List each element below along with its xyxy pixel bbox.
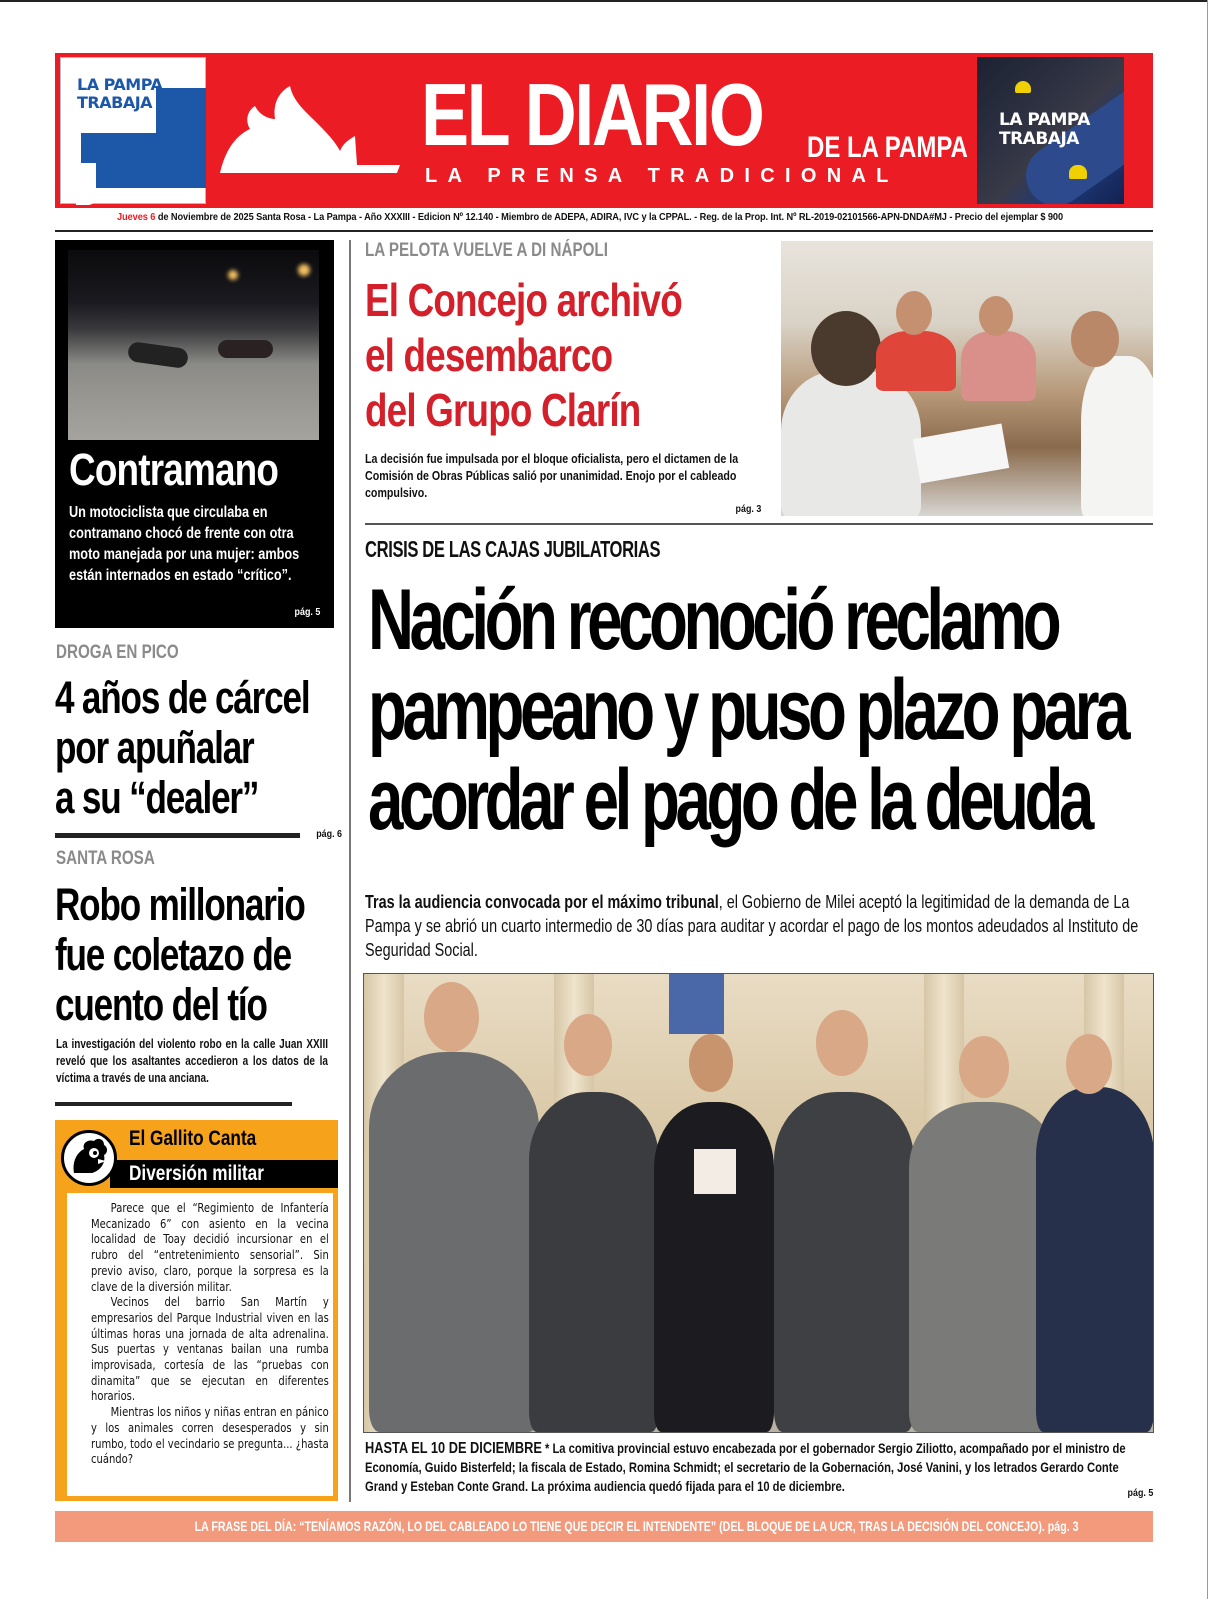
person-shape <box>961 331 1036 401</box>
dateline-day: Jueves 6 <box>117 211 156 223</box>
head-shape <box>1066 1034 1112 1094</box>
main-headline[interactable] <box>368 572 1127 848</box>
head-shape <box>896 291 932 335</box>
paragraph: Parece que el “Regimiento de Infantería Mecanizado 6” con asiento en la vecina localidad de Toay decidió incursionar en el rubro del “entretenimiento sensorial”. Sin previo aviso, claro, porque la sorpresa es la clave de la diversión militar. <box>91 1201 329 1294</box>
logo-text <box>77 76 162 112</box>
main-kicker: CRISIS DE LAS CAJAS JUBILATORIAS <box>365 536 661 562</box>
robo-summary: La investigación del violento robo en la calle Juan XXIII reveló que los asaltantes accedieron a los datos de la víctima a través de una anciana. <box>56 1037 328 1085</box>
head-shape <box>1071 311 1119 367</box>
lead-text: , el Gobierno de Milei aceptó la legitimidad de la demanda de La Pampa y se abrió un cuarto intermedio de 30 días para auditar y acordar el pago de los montos adeudados al Instituto de Seguridad Social. <box>365 892 1139 960</box>
gallito-section-name: El Gallito Canta <box>129 1127 257 1150</box>
concejo-kicker: LA PELOTA VUELVE A DI NÁPOLI <box>365 240 608 261</box>
tagline: LA PRENSA TRADICIONAL <box>425 165 899 187</box>
logo-tab-shape <box>76 163 96 205</box>
paragraph: Vecinos del barrio San Martín y empresarios del Parque Industrial viven en las últimas horas una jornada de alta adrenalina. Sus puertas y ventanas bailan una rumba improvisada, cortesía de las “pruebas con dinamita” que se ejecutan en diferentes horarios. <box>91 1295 329 1404</box>
frase-del-dia-banner[interactable] <box>55 1511 1153 1542</box>
robo-headline[interactable] <box>55 880 305 1030</box>
papers-shape <box>913 424 1009 484</box>
droga-headline[interactable] <box>55 673 309 823</box>
droga-kicker: DROGA EN PICO <box>56 642 179 663</box>
dateline-info: de Noviembre de 2025 Santa Rosa - La Pampa - Año XXXIII - Edicion Nº 12.140 - Miembro de ADEPA, ADIRA, IVC y la CPPAL. - Reg. de la Prop. Int. Nº RL-2019-02101566-APN-DNDA#MJ - Precio del ejemplar $ 900 <box>155 211 1064 223</box>
headline-line: fue coletazo de <box>55 929 292 980</box>
banner-shape <box>669 974 724 1034</box>
delegation-photo[interactable] <box>363 973 1154 1433</box>
street-light <box>298 264 310 276</box>
person-4 <box>774 1092 914 1432</box>
headline-line: por apuñalar <box>55 722 254 773</box>
hardhat-icon <box>1069 165 1087 179</box>
rooster-logo-icon <box>61 1130 117 1186</box>
caption-text: La comitiva provincial estuvo encabezada por el gobernador Sergio Ziliotto, acompañado por el ministro de Economía, Guido Bisterfeld; la fiscala de Estado, Romina Schmidt; el secretario de la Gobernación, José Vanini, y los letrados Gerardo Conte Grand y Esteban Conte Grand. La próxima audiencia quedó fijada para el 10 de diciembre. <box>365 1440 1126 1494</box>
promo-text <box>999 111 1090 149</box>
person-6 <box>1036 1087 1154 1432</box>
robo-kicker: SANTA ROSA <box>56 848 155 869</box>
headline-line: El Concejo archivó <box>365 274 682 326</box>
head-shape <box>959 1036 1009 1098</box>
concejo-page-ref: pág. 3 <box>735 503 761 515</box>
person-shape <box>876 331 956 391</box>
headline-line: a su “dealer” <box>55 772 259 823</box>
newspaper-title-suffix: DE LA PAMPA <box>807 131 968 164</box>
concejo-meeting-photo[interactable] <box>781 241 1153 516</box>
caption-separator: * <box>541 1440 553 1456</box>
rooster-icon <box>64 1133 114 1183</box>
contramano-headline[interactable]: Contramano <box>69 444 279 495</box>
head-shape <box>689 1034 733 1092</box>
headline-line: Nación reconoció reclamo <box>368 572 1058 668</box>
promo-line1: LA PAMPA <box>999 110 1090 130</box>
lead-bold: Tras la audiencia convocada por el máximo tribunal <box>365 892 719 912</box>
header-divider <box>55 230 1153 232</box>
gallito-canta-column[interactable] <box>55 1120 338 1501</box>
headline-line: 4 años de cárcel <box>55 672 310 723</box>
head-shape <box>816 1010 868 1076</box>
concejo-headline[interactable] <box>365 273 682 438</box>
head-shape <box>564 1014 612 1076</box>
blouse-shape <box>694 1149 736 1194</box>
dateline <box>117 211 1063 223</box>
motorcycle-shape <box>218 340 273 358</box>
rooster-crest-icon <box>215 81 405 181</box>
contramano-page-ref: pág. 5 <box>294 606 320 618</box>
photo-caption <box>365 1439 1133 1496</box>
head-shape <box>979 296 1013 336</box>
hardhat-icon <box>1015 81 1031 93</box>
head-shape <box>424 982 479 1052</box>
crash-photo[interactable] <box>68 250 319 440</box>
street-light <box>228 270 238 280</box>
headline-line: del Grupo Clarín <box>365 384 641 436</box>
gallito-text <box>91 1201 329 1468</box>
headline-line: el desembarco <box>365 329 613 381</box>
logo-line2: TRABAJA <box>77 93 153 112</box>
head-shape <box>811 311 881 386</box>
main-lead <box>365 890 1157 962</box>
logo-line1: LA PAMPA <box>77 75 163 94</box>
promo-line2: TRABAJA <box>999 129 1079 149</box>
main-page-ref: pág. 5 <box>1127 1487 1153 1499</box>
headline-line: acordar el pago de la deuda <box>368 752 1090 848</box>
motorcycle-shape <box>127 341 189 369</box>
person-2 <box>529 1092 659 1432</box>
droga-page-ref: pág. 6 <box>316 828 342 840</box>
story-divider <box>365 523 1153 525</box>
headline-line: pampeano y puso plazo para <box>368 662 1127 758</box>
caption-kicker: HASTA EL 10 DE DICIEMBRE <box>365 1440 542 1457</box>
gallito-title: Diversión militar <box>129 1162 264 1185</box>
contramano-summary: Un motociclista que circulaba en contramano chocó de frente con otra moto manejada por una mujer: ambos están internados en estado “crítico”. <box>69 504 300 584</box>
masthead <box>55 53 1153 208</box>
top-border <box>0 0 1208 2</box>
la-pampa-trabaja-promo-right[interactable] <box>977 57 1124 204</box>
headline-line: Robo millonario <box>55 879 305 930</box>
section-rule <box>55 1102 292 1106</box>
person-1 <box>369 1052 539 1432</box>
frase-text: LA FRASE DEL DÍA: “TENÍAMOS RAZÓN, LO DEL CABLEADO LO TIENE QUE DECIR EL INTENDENTE” (DEL BLOQUE DE LA UCR, TRAS LA DECISIÓN DEL CONCEJO). pág. 3 <box>194 1518 1079 1534</box>
column-divider <box>349 240 351 1502</box>
concejo-summary: La decisión fue impulsada por el bloque oficialista, pero el dictamen de la Comisión de Obras Públicas salió por unanimidad. Enojo por el cableado compulsivo. <box>365 451 739 500</box>
person-shape <box>781 371 921 516</box>
section-rule <box>55 833 300 838</box>
gallito-body <box>67 1193 333 1496</box>
person-shape <box>1081 356 1153 516</box>
headline-line: cuento del tío <box>55 979 267 1030</box>
contramano-story[interactable] <box>55 240 334 628</box>
paragraph: Mientras los niños y niñas entran en pánico y los animales corren desesperados y sin rumbo, todo el vecindario se pregunta... ¿hasta cuándo? <box>91 1405 329 1467</box>
newspaper-title[interactable]: EL DIARIO <box>421 65 763 164</box>
la-pampa-trabaja-logo-left[interactable] <box>60 57 206 204</box>
